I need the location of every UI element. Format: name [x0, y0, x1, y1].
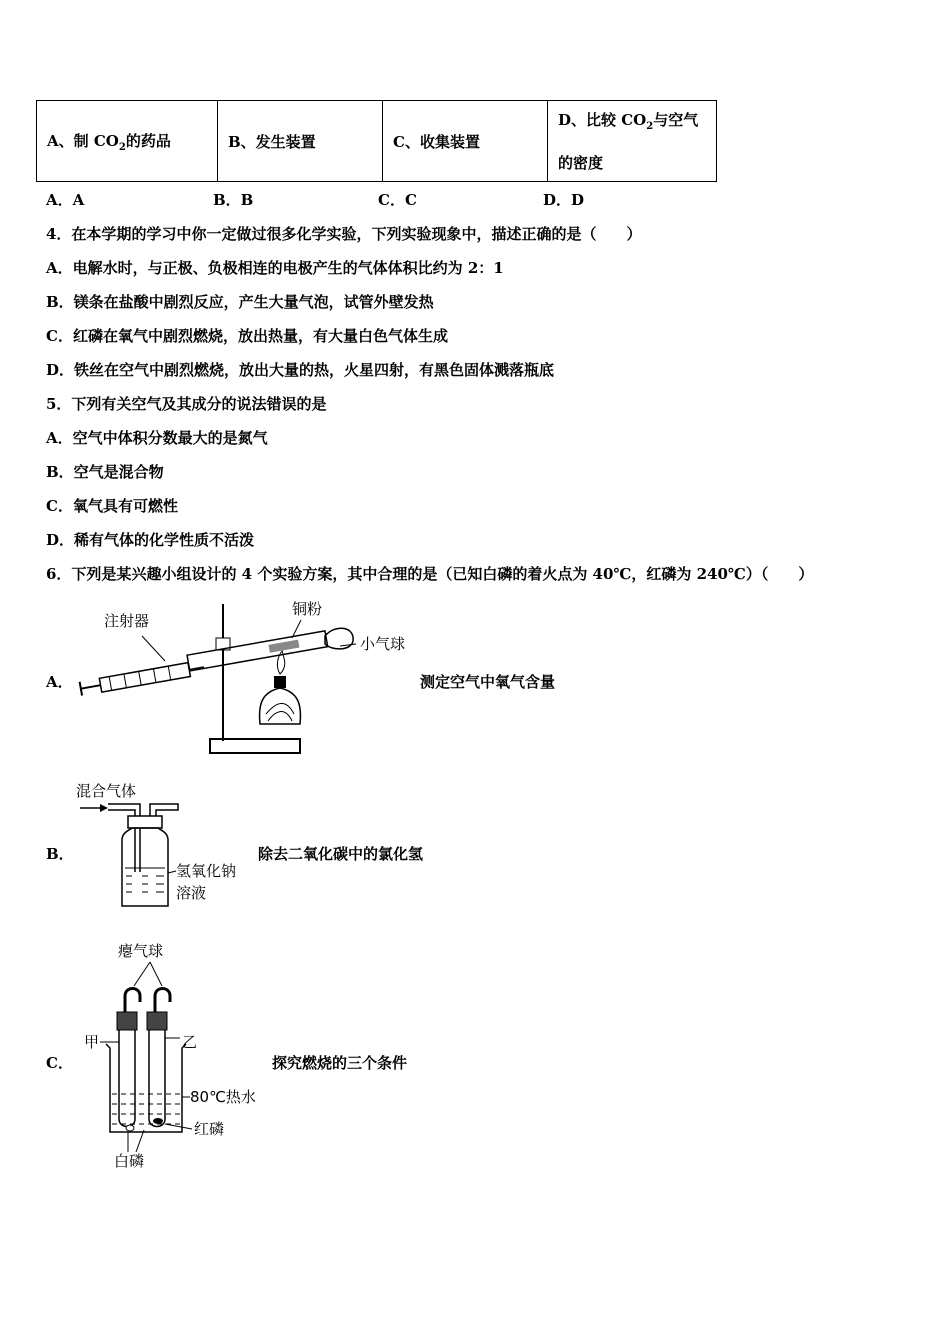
- test-tube-jia: [119, 1030, 135, 1127]
- q5-stem: 5．下列有关空气及其成分的说法错误的是: [46, 395, 327, 413]
- q6-option-a-label[interactable]: A．: [46, 673, 73, 691]
- apparatus-oxygen-content-figure: [70, 596, 420, 761]
- hot-water: [112, 1094, 180, 1124]
- q3-choice-a[interactable]: A．A: [46, 191, 85, 209]
- label-white-phosphorus: 白磷: [114, 1152, 145, 1170]
- q4-option-b[interactable]: B．镁条在盐酸中剧烈反应，产生大量气泡，试管外壁发热: [46, 293, 434, 311]
- label-small-balloon: 小气球: [360, 635, 406, 653]
- label-syringe: 注射器: [104, 612, 150, 630]
- table-cell-c: C、收集装置: [383, 101, 548, 182]
- label-red-phosphorus: 红磷: [194, 1120, 225, 1138]
- apparatus-combustion-figure: [70, 934, 270, 1174]
- label-jia: 甲: [84, 1033, 100, 1051]
- table-cell-b: B、发生装置: [218, 101, 383, 182]
- syringe: [80, 660, 206, 695]
- red-phosphorus: [153, 1118, 163, 1124]
- q6-option-c-label[interactable]: C．: [46, 1054, 73, 1072]
- naoh-solution: [125, 868, 165, 892]
- q4-stem: 4．在本学期的学习中你一定做过很多化学实验，下列实验现象中，描述正确的是（ ）: [46, 225, 642, 243]
- q4-option-d[interactable]: D．铁丝在空气中剧烈燃烧，放出大量的热，火星四射，有黑色固体溅落瓶底: [46, 361, 555, 379]
- q3-choice-d[interactable]: D．D: [543, 191, 585, 209]
- beaker: [106, 1044, 186, 1132]
- q6-option-b-caption: 除去二氧化碳中的氯化氢: [258, 845, 424, 863]
- white-phosphorus: [126, 1125, 134, 1131]
- q6-option-a-caption: 测定空气中氧气含量: [420, 673, 556, 691]
- q6-option-b-label[interactable]: B．: [46, 845, 74, 863]
- table-cell-d: D、比较 $CO_2$与空气 的密度: [548, 101, 717, 182]
- q3-choice-b[interactable]: B．B: [213, 191, 254, 209]
- wash-bottle: [122, 828, 168, 906]
- q4-option-a[interactable]: A．电解水时，与正极、负极相连的电极产生的气体体积比约为 2：1: [46, 259, 504, 277]
- stand-base: [210, 739, 300, 753]
- table-cell-a: A、制 $CO_2$的药品: [37, 101, 218, 182]
- stopper: [128, 816, 162, 828]
- label-yi: 乙: [182, 1033, 198, 1051]
- q4-option-c[interactable]: C．红磷在氧气中剧烈燃烧，放出热量，有大量白色气体生成: [46, 327, 448, 345]
- label-copper-powder: 铜粉: [292, 600, 323, 618]
- lamp-wick: [274, 676, 286, 688]
- balloon: [325, 628, 353, 649]
- stopper-yi: [147, 1012, 167, 1030]
- stopper-jia: [117, 1012, 137, 1030]
- balloon-jia: [125, 989, 140, 1013]
- q6-stem: 6．下列是某兴趣小组设计的 4 个实验方案，其中合理的是（已知白磷的着火点为 40℃，红磷为 240℃）（ ）: [46, 565, 814, 583]
- copper-powder: [269, 640, 300, 653]
- q5-option-d[interactable]: D．稀有气体的化学性质不活泼: [46, 531, 255, 549]
- q5-option-a[interactable]: A．空气中体积分数最大的是氮气: [46, 429, 268, 447]
- label-mixed-gas: 混合气体: [76, 782, 137, 800]
- q5-option-b[interactable]: B．空气是混合物: [46, 463, 164, 481]
- alcohol-lamp: [260, 688, 301, 724]
- leader-balloon: [340, 644, 356, 646]
- label-hot-water: 80℃热水: [190, 1088, 256, 1106]
- test-tube-yi: [149, 1030, 165, 1127]
- q6-option-c-caption: 探究燃烧的三个条件: [272, 1054, 408, 1072]
- q3-choice-c[interactable]: C．C: [378, 191, 417, 209]
- label-naoh-line2: 溶液: [176, 884, 207, 902]
- glass-tube: [187, 631, 328, 671]
- label-naoh-line1: 氢氧化钠: [176, 862, 237, 880]
- q3-options-table: [36, 100, 717, 182]
- label-deflated-balloon: 瘪气球: [118, 942, 164, 960]
- leader-syringe: [142, 636, 165, 661]
- balloon-yi: [155, 989, 170, 1013]
- leader-solution: [168, 871, 176, 873]
- apparatus-gas-washing-figure: [70, 776, 255, 916]
- q5-option-c[interactable]: C．氧气具有可燃性: [46, 497, 178, 515]
